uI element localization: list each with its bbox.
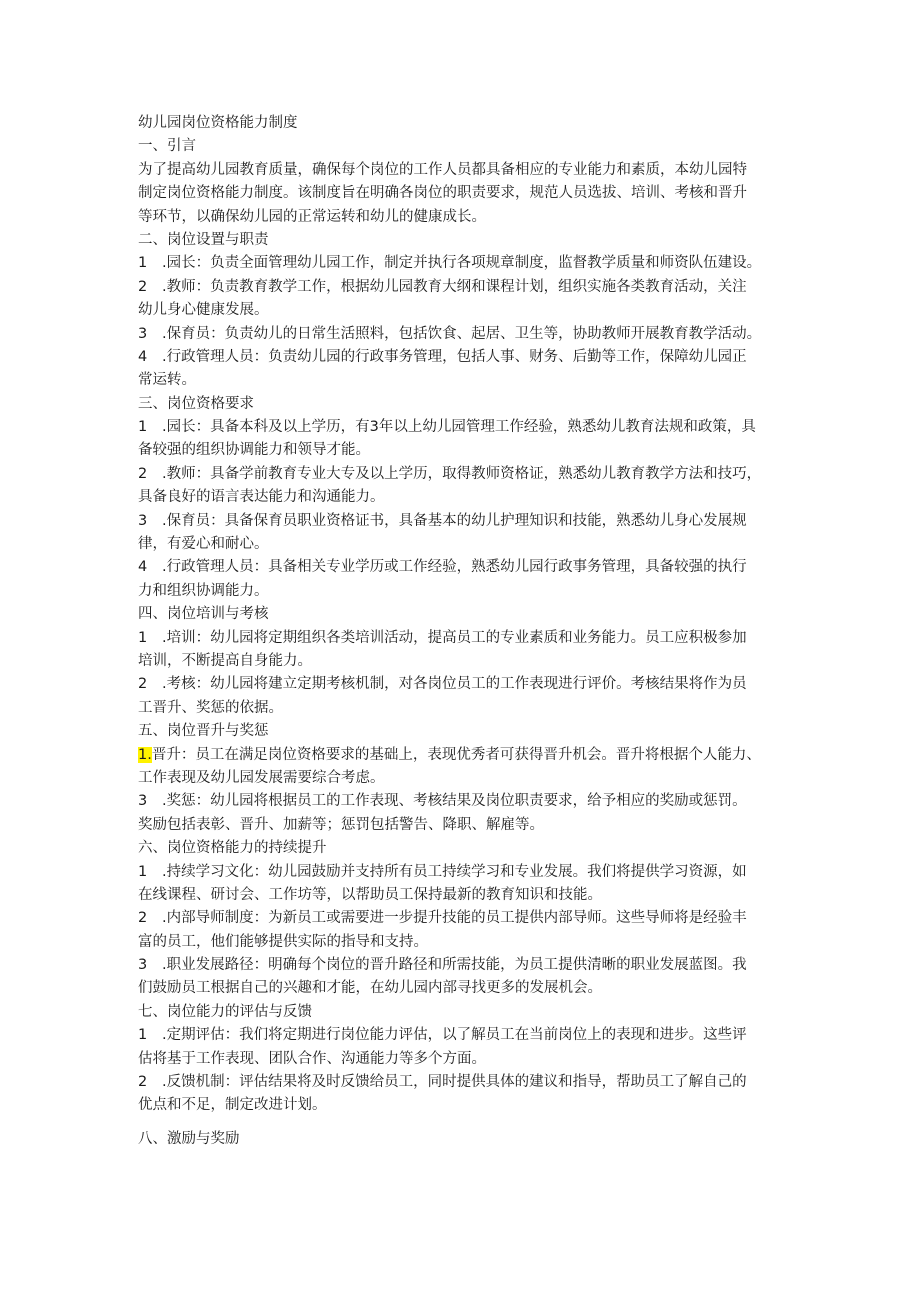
list-item-number: 1 <box>138 1027 148 1044</box>
list-item-text: .奖惩：幼儿园将根据员工的工作表现、考核结果及岗位职责要求，给予相应的奖励或惩罚。 <box>162 793 747 810</box>
list-item-number: 2 <box>138 676 148 693</box>
section-heading: 五、岗位晋升与奖惩 <box>138 723 269 740</box>
section-heading: 四、岗位培训与考核 <box>138 606 269 623</box>
list-item <box>138 673 798 696</box>
paragraph-line: 们鼓励员工根据自己的兴趣和才能，在幼儿园内部寻找更多的发展机会。 <box>138 980 602 997</box>
list-item <box>138 416 798 439</box>
document-title: 幼儿园岗位资格能力制度 <box>138 115 298 131</box>
list-item-number: 3 <box>138 512 148 529</box>
list-item <box>138 252 798 275</box>
document-lines <box>138 135 798 1151</box>
paragraph-line: 在线课程、研讨会、工作坊等，以帮助员工保持最新的教育知识和技能。 <box>138 886 602 903</box>
list-item-number: 3 <box>138 325 148 342</box>
list-item-text: .保育员：具备保育员职业资格证书，具备基本的幼儿护理知识和技能，熟悉幼儿身心发展规 <box>162 512 747 529</box>
section-heading: 八、激励与奖励 <box>138 1130 240 1147</box>
list-item <box>138 510 798 533</box>
paragraph-line: 为了提高幼儿园教育质量，确保每个岗位的工作人员都具备相应的专业能力和素质，本幼儿园特 <box>138 161 747 178</box>
list-item-text: .考核：幼儿园将建立定期考核机制，对各岗位员工的工作表现进行评价。考核结果将作为员 <box>162 676 747 693</box>
list-item-text: .行政管理人员：负责幼儿园的行政事务管理，包括人事、财务、后勤等工作，保障幼儿园正 <box>162 348 747 365</box>
list-item <box>138 954 798 977</box>
list-item <box>138 907 798 930</box>
paragraph-line: 具备良好的语言表达能力和沟通能力。 <box>138 489 385 506</box>
list-item <box>138 627 798 650</box>
list-item-text: .内部导师制度：为新员工或需要进一步提升技能的员工提供内部导师。这些导师将是经验丰 <box>162 910 747 927</box>
list-item-number: 4 <box>138 348 148 365</box>
list-item-number: 1 <box>138 863 148 880</box>
list-item-number: 2 <box>138 1074 148 1091</box>
paragraph-line: 常运转。 <box>138 372 196 389</box>
section-heading: 一、引言 <box>138 138 196 155</box>
paragraph-line: 备较强的组织协调能力和领导才能。 <box>138 442 370 459</box>
list-item <box>138 861 798 884</box>
list-item-number: 3 <box>138 957 148 974</box>
list-item-number: 2 <box>138 910 148 927</box>
list-item-text: .教师：具备学前教育专业大专及以上学历，取得教师资格证，熟悉幼儿教育教学方法和技巧， <box>162 465 762 482</box>
paragraph-line: 奖励包括表彰、晋升、加薪等；惩罚包括警告、降职、解雇等。 <box>138 816 544 833</box>
list-item-text: .培训：幼儿园将定期组织各类培训活动，提高员工的专业素质和业务能力。员工应积极参加 <box>162 629 747 646</box>
list-item-text: .持续学习文化：幼儿园鼓励并支持所有员工持续学习和专业发展。我们将提供学习资源，如 <box>162 863 747 880</box>
paragraph-line: 工晋升、奖惩的依据。 <box>138 699 283 716</box>
list-item-text: .职业发展路径：明确每个岗位的晋升路径和所需技能，为员工提供清晰的职业发展蓝图。我 <box>162 957 747 974</box>
paragraph-line: 等环节，以确保幼儿园的正常运转和幼儿的健康成长。 <box>138 208 486 225</box>
list-item-text: .教师：负责教育教学工作，根据幼儿园教育大纲和课程计划，组织实施各类教育活动，关注 <box>162 278 747 295</box>
list-item <box>138 323 798 346</box>
section-heading: 三、岗位资格要求 <box>138 395 254 412</box>
list-item-text: .行政管理人员：具备相关专业学历或工作经验，熟悉幼儿园行政事务管理，具备较强的执行 <box>162 559 747 576</box>
document-body <box>138 112 798 1151</box>
section-heading: 六、岗位资格能力的持续提升 <box>138 840 327 857</box>
section-heading: 二、岗位设置与职责 <box>138 231 269 248</box>
list-item-text: .定期评估：我们将定期进行岗位能力评估，以了解员工在当前岗位上的表现和进步。这些评 <box>162 1027 747 1044</box>
list-item-number: 1 <box>138 255 148 272</box>
list-item <box>138 276 798 299</box>
paragraph-gap <box>138 1118 798 1128</box>
list-item-text: .反馈机制：评估结果将及时反馈给员工，同时提供具体的建议和指导，帮助员工了解自己的 <box>162 1074 747 1091</box>
list-item-number: 3 <box>138 793 148 810</box>
list-item <box>138 556 798 579</box>
list-item-number: 2 <box>138 465 148 482</box>
highlighted-number: 1. <box>138 746 152 763</box>
list-item <box>138 790 798 813</box>
section-heading: 七、岗位能力的评估与反馈 <box>138 1003 312 1020</box>
list-item-number: 2 <box>138 278 148 295</box>
list-item-text: .园长：负责全面管理幼儿园工作，制定并执行各项规章制度，监督教学质量和师资队伍建设。 <box>162 255 762 272</box>
list-item-text: 晋升：员工在满足岗位资格要求的基础上，表现优秀者可获得晋升机会。晋升将根据个人能力、 <box>151 746 761 763</box>
list-item <box>138 744 798 767</box>
list-item-number: 4 <box>138 559 148 576</box>
list-item-text: .保育员：负责幼儿的日常生活照料，包括饮食、起居、卫生等，协助教师开展教育教学活动。 <box>162 325 762 342</box>
paragraph-line: 培训，不断提高自身能力。 <box>138 652 312 669</box>
paragraph-line: 富的员工，他们能够提供实际的指导和支持。 <box>138 933 428 950</box>
list-item <box>138 1024 798 1047</box>
list-item <box>138 346 798 369</box>
paragraph-line: 估将基于工作表现、团队合作、沟通能力等多个方面。 <box>138 1050 486 1067</box>
list-item-text: .园长：具备本科及以上学历，有3年以上幼儿园管理工作经验，熟悉幼儿教育法规和政策，具 <box>162 419 756 436</box>
paragraph-line: 优点和不足，制定改进计划。 <box>138 1097 327 1114</box>
paragraph-line: 力和组织协调能力。 <box>138 582 269 599</box>
list-item <box>138 463 798 486</box>
paragraph-line: 幼儿身心健康发展。 <box>138 302 269 319</box>
list-item-number: 1 <box>138 629 148 646</box>
list-item-number: 1 <box>138 419 148 436</box>
paragraph-line: 工作表现及幼儿园发展需要综合考虑。 <box>138 769 385 786</box>
paragraph-line: 制定岗位资格能力制度。该制度旨在明确各岗位的职责要求，规范人员选拔、培训、考核和晋升 <box>138 185 747 202</box>
paragraph-line: 律，有爱心和耐心。 <box>138 536 269 553</box>
list-item <box>138 1071 798 1094</box>
